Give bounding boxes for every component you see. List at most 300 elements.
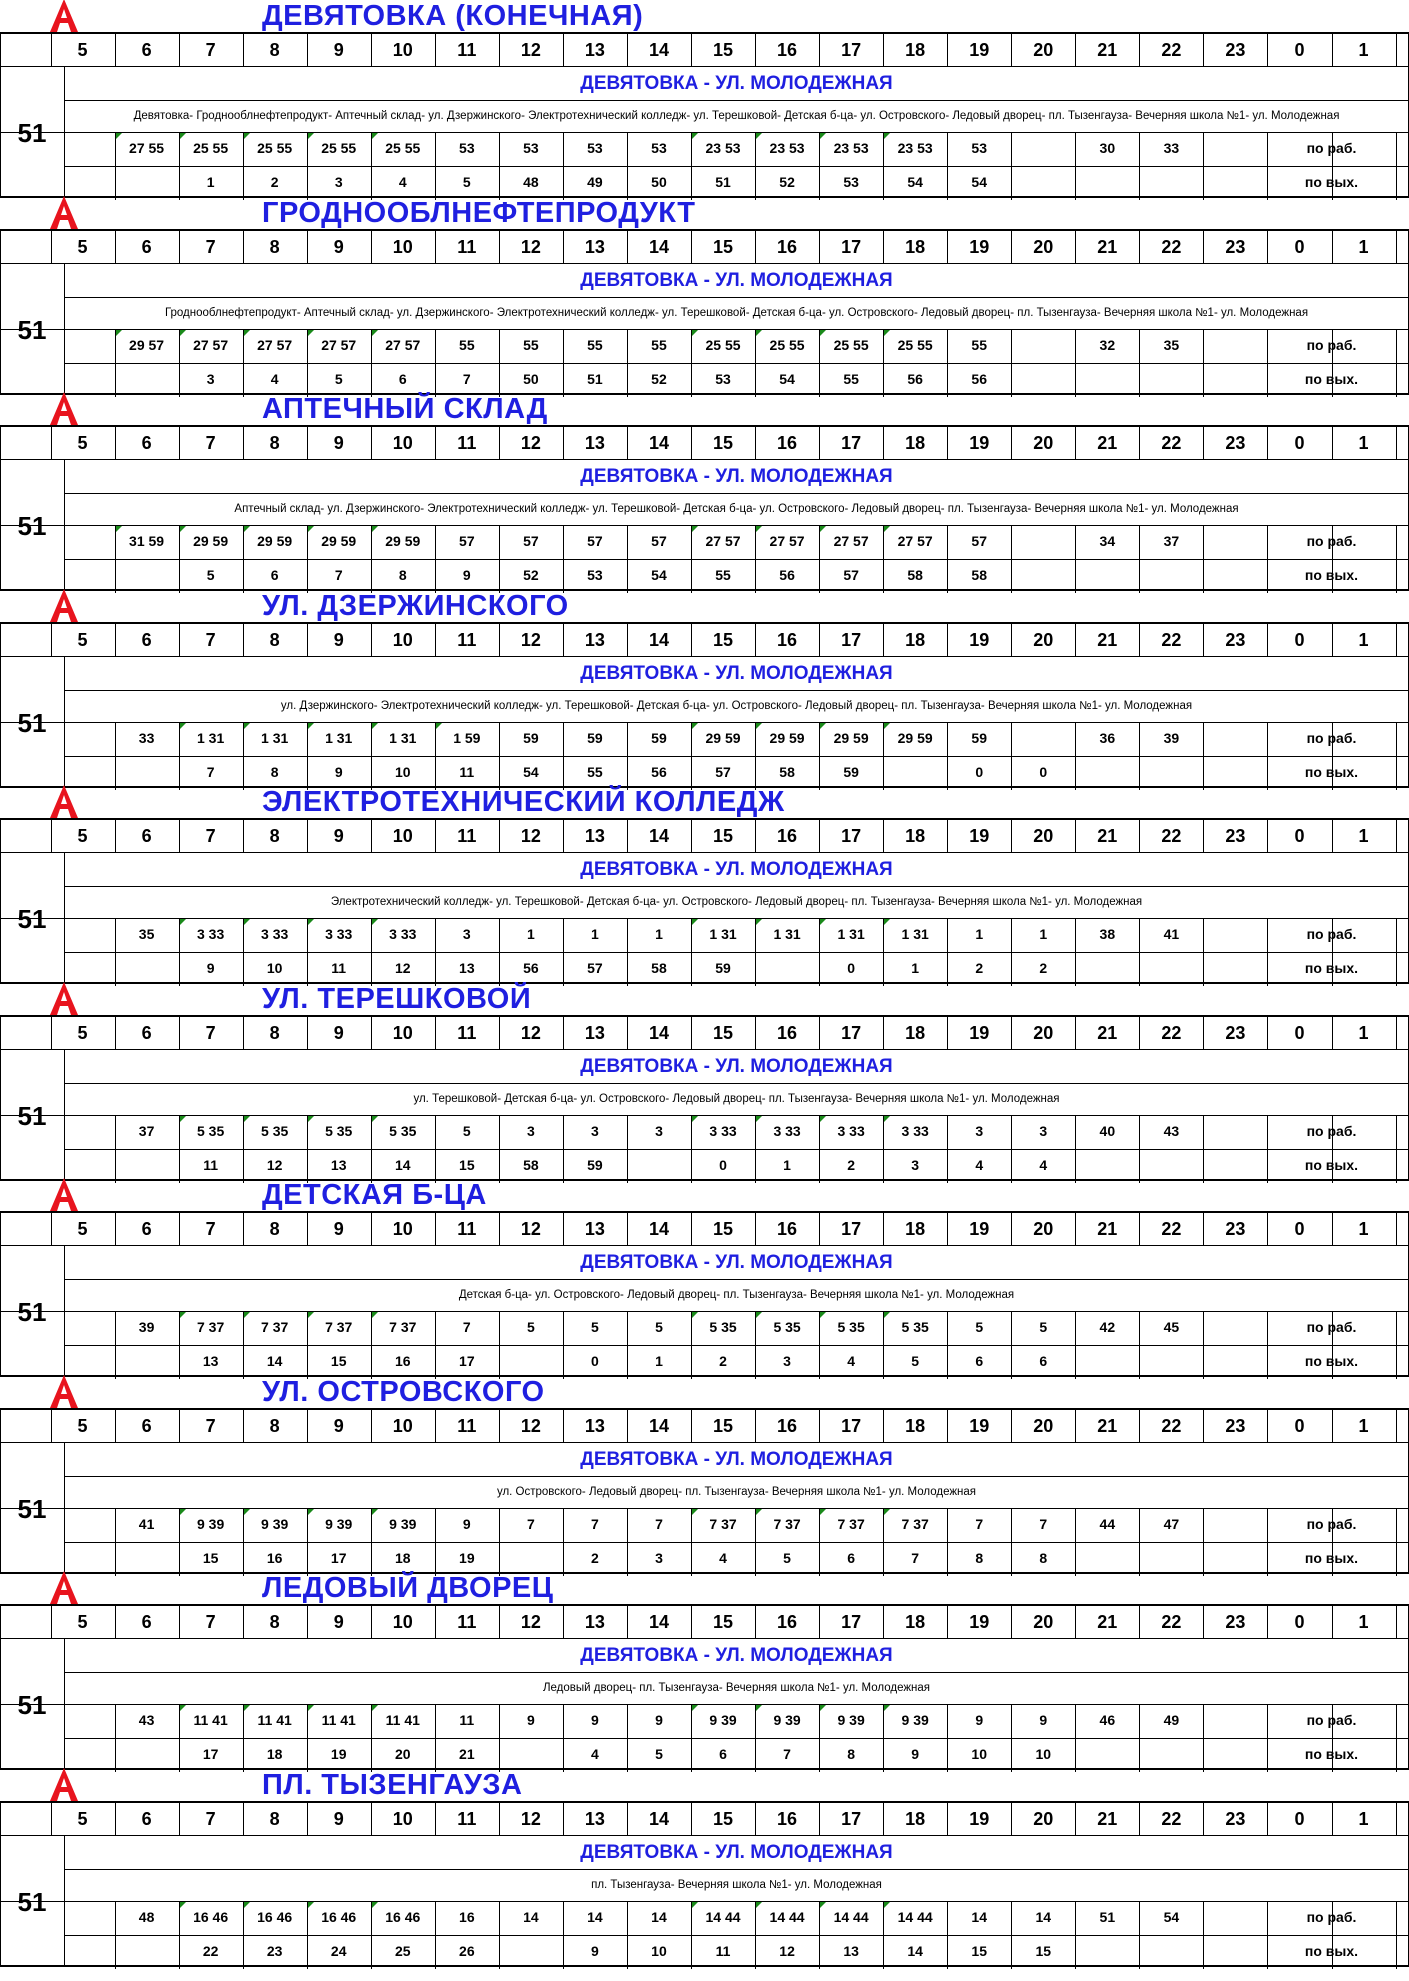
- grid-line: [0, 1442, 1409, 1443]
- hour-header: 14: [648, 236, 669, 257]
- weekend-time-cell: 54: [907, 174, 923, 190]
- weekday-time-cell: 11 41: [193, 1712, 228, 1728]
- hour-header: 21: [1097, 826, 1118, 846]
- weekday-time-cell: 25 55: [385, 140, 421, 156]
- weekday-time-cell: 7 37: [901, 1515, 929, 1532]
- weekend-time-cell: 59: [715, 960, 731, 976]
- weekday-time-cell: 27 55: [129, 140, 165, 156]
- weekend-time-cell: 8: [847, 1746, 856, 1762]
- weekday-time-cell: 57: [523, 533, 539, 549]
- weekday-time-cell: 14 44: [705, 1908, 741, 1925]
- hour-header: 16: [777, 1612, 798, 1632]
- grid-line: [0, 1245, 1409, 1246]
- weekday-time-cell: [49, 722, 117, 754]
- weekend-time-cell: 16: [394, 1353, 411, 1369]
- weekday-time-cell: 7: [526, 1515, 535, 1532]
- weekday-time-cell: [1009, 132, 1077, 164]
- weekend-time-cell: [1201, 1542, 1269, 1574]
- weekend-time-cell: 6: [270, 567, 279, 583]
- cell-marker-icon: [820, 133, 826, 139]
- hour-header: 20: [1033, 40, 1054, 60]
- weekend-time-cell: [1201, 1345, 1269, 1377]
- cell-marker-icon: [756, 133, 762, 139]
- cell-marker-icon: [436, 723, 442, 729]
- stop-header: [0, 393, 1409, 425]
- weekend-time-cell: 20: [394, 1746, 411, 1762]
- weekday-time-cell: 14: [523, 1908, 539, 1925]
- cell-marker-icon: [756, 1902, 762, 1908]
- hour-header: 5: [77, 826, 88, 846]
- hour-header: 12: [520, 40, 541, 60]
- weekend-time-cell: 8: [1039, 1549, 1048, 1566]
- weekend-time-cell: 10: [394, 763, 411, 780]
- weekday-time-cell: 25 55: [321, 140, 357, 156]
- weekend-time-cell: [1201, 756, 1269, 788]
- weekday-time-cell: 16 46: [257, 1908, 293, 1925]
- hour-header: 17: [841, 1612, 862, 1632]
- weekday-time-cell: 53: [971, 140, 987, 156]
- hour-header: 1: [1358, 236, 1369, 257]
- weekday-time-cell: 9 39: [196, 1515, 225, 1532]
- weekend-time-cell: 56: [907, 370, 923, 387]
- hour-header: 13: [584, 1219, 605, 1239]
- hour-header: 7: [205, 236, 216, 257]
- weekday-time-cell: 39: [138, 1319, 155, 1335]
- weekend-time-cell: [1073, 756, 1141, 788]
- route-stops-text: ул. Островского- Ледовый дворец- пл. Тызенгауза- Вечерняя школа №1- ул. Молодежная: [496, 1485, 977, 1498]
- weekday-label: по раб.: [1306, 926, 1357, 942]
- hour-header: 9: [333, 826, 344, 846]
- weekday-time-cell: 9 39: [837, 1712, 865, 1728]
- cell-marker-icon: [756, 1116, 762, 1122]
- hour-header: 8: [269, 826, 280, 846]
- cell-marker-icon: [884, 1312, 890, 1318]
- hour-header: 10: [392, 826, 413, 846]
- route-number: 51: [17, 707, 47, 738]
- hour-header: 17: [841, 1808, 862, 1829]
- hour-header: 16: [777, 40, 798, 60]
- cell-marker-icon: [180, 1509, 186, 1515]
- hour-header: 23: [1225, 1022, 1246, 1043]
- weekday-time-cell: 1 31: [837, 926, 865, 942]
- weekend-time-cell: 57: [587, 960, 603, 976]
- weekday-time-cell: 1: [1039, 926, 1048, 942]
- hour-header: 23: [1225, 1612, 1246, 1632]
- route-stops-text: Ледовый дворец- пл. Тызенгауза- Вечерняя школа №1- ул. Молодежная: [542, 1682, 931, 1694]
- weekend-time-cell: 4: [719, 1549, 727, 1566]
- weekend-time-cell: 18: [394, 1549, 411, 1566]
- hour-header: 1: [1358, 826, 1369, 846]
- weekday-time-cell: 3 33: [261, 926, 289, 942]
- hour-header: 5: [77, 1022, 88, 1043]
- hour-header: 15: [713, 433, 734, 453]
- stop-header: [0, 0, 1409, 32]
- weekday-time-cell: 25 55: [257, 140, 293, 156]
- hour-header: 1: [1358, 1022, 1369, 1043]
- schedule-grid: [0, 818, 1409, 984]
- weekday-time-cell: 7 37: [325, 1319, 353, 1335]
- weekend-time-cell: [1073, 363, 1141, 395]
- hour-header: 21: [1097, 1415, 1118, 1436]
- weekday-time-cell: 7 37: [837, 1515, 865, 1532]
- weekday-time-cell: 1 59: [453, 729, 481, 746]
- stop-header: [0, 590, 1409, 622]
- hour-header: 8: [269, 40, 280, 60]
- hour-header: 19: [969, 236, 990, 257]
- weekend-time-cell: 9: [206, 960, 215, 976]
- stop-title: ЭЛЕКТРОТЕХНИЧЕСКИЙ КОЛЛЕДЖ: [262, 786, 785, 818]
- stop-title: ДЕВЯТОВКА (КОНЕЧНАЯ): [262, 0, 644, 32]
- weekday-time-cell: [1201, 525, 1269, 557]
- hour-header: 14: [648, 629, 669, 650]
- weekday-time-cell: 14 44: [897, 1908, 933, 1925]
- grid-line: [0, 1049, 1409, 1050]
- cell-marker-icon: [180, 919, 186, 925]
- weekend-time-cell: 0: [847, 960, 856, 976]
- weekend-time-cell: 25: [394, 1942, 411, 1959]
- hour-header: 7: [205, 1612, 216, 1632]
- weekend-time-cell: 51: [715, 174, 731, 190]
- hour-header: 0: [1294, 826, 1305, 846]
- hour-header: 18: [905, 629, 926, 650]
- weekend-time-cell: [1201, 166, 1269, 198]
- weekday-time-cell: [49, 1311, 117, 1343]
- grid-line: [0, 263, 1409, 264]
- weekday-time-cell: [49, 1901, 117, 1933]
- cell-marker-icon: [884, 133, 890, 139]
- bus-stop-a-logo-icon: [47, 389, 81, 427]
- weekend-label: по вых.: [1304, 370, 1359, 387]
- weekend-time-cell: 7: [462, 370, 471, 387]
- grid-line: [1396, 1508, 1397, 1576]
- weekend-time-cell: 15: [1035, 1942, 1052, 1959]
- hour-header: 20: [1033, 1415, 1054, 1436]
- weekday-time-cell: 5 35: [325, 1122, 353, 1139]
- weekend-time-cell: 6: [975, 1353, 984, 1369]
- weekday-time-cell: 5 35: [261, 1122, 289, 1139]
- weekday-time-cell: 9: [526, 1712, 535, 1728]
- cell-marker-icon: [884, 1116, 890, 1122]
- weekday-time-cell: 9: [655, 1712, 663, 1728]
- weekday-label: по раб.: [1306, 1122, 1357, 1139]
- weekend-time-cell: 17: [330, 1549, 347, 1566]
- cell-marker-icon: [244, 133, 250, 139]
- hour-header: 6: [141, 1022, 152, 1043]
- weekday-time-cell: [49, 1704, 117, 1736]
- weekend-time-cell: 13: [330, 1156, 347, 1173]
- hour-header: 17: [841, 236, 862, 257]
- stop-title: ГРОДНООБЛНЕФТЕПРОДУКТ: [262, 196, 696, 229]
- cell-marker-icon: [180, 330, 186, 336]
- weekend-time-cell: 18: [266, 1746, 283, 1762]
- hour-header: 12: [520, 629, 541, 650]
- cell-marker-icon: [692, 723, 698, 729]
- hour-header: 0: [1294, 236, 1305, 257]
- weekend-time-cell: 6: [719, 1746, 727, 1762]
- hour-header: 5: [77, 629, 88, 650]
- hour-header: 1: [1358, 1808, 1369, 1829]
- weekday-time-cell: 11: [459, 1712, 475, 1728]
- hour-header: 23: [1225, 1219, 1246, 1239]
- hour-header: 6: [141, 1219, 152, 1239]
- weekend-time-cell: 56: [523, 960, 539, 976]
- hour-header: 23: [1225, 826, 1246, 846]
- hour-header: 18: [905, 433, 926, 453]
- weekday-time-cell: 36: [1099, 729, 1116, 746]
- weekend-time-cell: 1: [655, 1353, 663, 1369]
- weekday-time-cell: 5: [591, 1319, 599, 1335]
- weekend-time-cell: 5: [655, 1746, 663, 1762]
- hour-header: 10: [392, 1219, 413, 1239]
- weekday-time-cell: 55: [651, 336, 667, 353]
- weekend-time-cell: 10: [971, 1746, 987, 1762]
- weekday-time-cell: 1 31: [196, 729, 225, 746]
- cell-marker-icon: [756, 526, 762, 532]
- hour-header: 9: [333, 1612, 344, 1632]
- weekday-time-cell: 3 33: [837, 1122, 865, 1139]
- weekday-time-cell: [49, 918, 117, 950]
- weekend-time-cell: [497, 1542, 565, 1574]
- weekend-time-cell: 10: [651, 1942, 667, 1959]
- cell-marker-icon: [692, 1509, 698, 1515]
- weekend-time-cell: 8: [270, 763, 279, 780]
- weekend-time-cell: [1073, 1345, 1141, 1377]
- bus-stop-a-logo-icon: [47, 1372, 81, 1410]
- cell-marker-icon: [692, 1116, 698, 1122]
- weekend-time-cell: 58: [779, 763, 795, 780]
- weekday-time-cell: 5 35: [196, 1122, 225, 1139]
- weekend-time-cell: 0: [975, 763, 984, 780]
- weekday-time-cell: 5: [1039, 1319, 1048, 1335]
- cell-marker-icon: [372, 1312, 378, 1318]
- weekend-time-cell: [113, 166, 181, 198]
- weekend-time-cell: [497, 1345, 565, 1377]
- cell-marker-icon: [180, 526, 186, 532]
- hour-header: 5: [77, 40, 88, 60]
- weekday-time-cell: 7 37: [709, 1515, 737, 1532]
- hour-header: 0: [1294, 1612, 1305, 1632]
- weekday-time-cell: 16 46: [385, 1908, 421, 1925]
- weekday-time-cell: 16 46: [321, 1908, 357, 1925]
- hour-header: 18: [905, 826, 926, 846]
- weekend-time-cell: 1: [206, 174, 215, 190]
- weekend-time-cell: 55: [587, 763, 603, 780]
- schedule-grid: [0, 229, 1409, 395]
- weekend-time-cell: 11: [331, 960, 347, 976]
- hour-header: 17: [841, 1415, 862, 1436]
- grid-line: [1396, 722, 1397, 790]
- hour-header: 10: [392, 1415, 413, 1436]
- weekday-time-cell: 53: [651, 140, 667, 156]
- stop-title: ЛЕДОВЫЙ ДВОРЕЦ: [262, 1572, 554, 1604]
- weekday-time-cell: 59: [587, 729, 603, 746]
- weekend-time-cell: 4: [1039, 1156, 1048, 1173]
- weekday-time-cell: 5: [462, 1122, 471, 1139]
- weekday-time-cell: 1: [655, 926, 663, 942]
- weekend-time-cell: 2: [719, 1353, 727, 1369]
- hour-header: 7: [205, 40, 216, 60]
- weekend-time-cell: 4: [975, 1156, 984, 1173]
- hour-header: 13: [584, 433, 605, 453]
- hour-header: 21: [1097, 629, 1118, 650]
- weekday-time-cell: 29 59: [385, 533, 421, 549]
- hour-header: 14: [648, 1808, 669, 1829]
- weekend-time-cell: [113, 559, 181, 591]
- weekday-time-cell: 42: [1099, 1319, 1116, 1335]
- hour-header: 12: [520, 236, 541, 257]
- weekday-time-cell: 14 44: [833, 1908, 869, 1925]
- hour-header: 7: [205, 826, 216, 846]
- route-number: 51: [17, 511, 47, 541]
- stop-title: ДЕТСКАЯ Б-ЦА: [262, 1179, 487, 1211]
- hour-header: 9: [333, 1219, 344, 1239]
- weekday-time-cell: 1 31: [773, 926, 801, 942]
- grid-line: [1396, 132, 1397, 200]
- bus-stop-a-logo-icon: [47, 586, 81, 624]
- weekend-time-cell: [1073, 166, 1141, 198]
- hour-header: 16: [777, 1219, 798, 1239]
- cell-marker-icon: [116, 133, 122, 139]
- weekday-time-cell: 29 59: [705, 729, 741, 746]
- bus-stop-a-logo-icon: [47, 1175, 81, 1213]
- hour-header: 17: [841, 40, 862, 60]
- cell-marker-icon: [820, 919, 826, 925]
- route-stops-list: [64, 1869, 1409, 1901]
- weekend-time-cell: [1201, 1738, 1269, 1770]
- cell-marker-icon: [180, 1116, 186, 1122]
- grid-line: [1396, 1017, 1397, 1049]
- weekday-label: по раб.: [1306, 336, 1357, 353]
- hour-header: 20: [1033, 1022, 1054, 1043]
- weekend-time-cell: [881, 756, 949, 788]
- cell-marker-icon: [244, 919, 250, 925]
- hour-header: 5: [77, 1612, 88, 1632]
- weekday-time-cell: 1 31: [261, 729, 289, 746]
- weekday-time-cell: 9 39: [709, 1712, 737, 1728]
- cell-marker-icon: [756, 1705, 762, 1711]
- hour-header: 10: [392, 236, 413, 257]
- hour-header: 8: [269, 236, 280, 257]
- hour-header: 21: [1097, 1219, 1118, 1239]
- hour-header: 17: [841, 826, 862, 846]
- hour-header: 23: [1225, 236, 1246, 257]
- route-direction: ДЕВЯТОВКА - УЛ. МОЛОДЕЖНАЯ: [580, 859, 893, 880]
- hour-header: 7: [205, 433, 216, 453]
- hour-header: 11: [457, 1612, 477, 1632]
- weekday-time-cell: [49, 132, 117, 164]
- hour-header: 14: [648, 826, 669, 846]
- weekday-time-cell: 7 37: [261, 1319, 289, 1335]
- hour-header: 21: [1097, 433, 1118, 453]
- hour-header: 20: [1033, 236, 1054, 257]
- hour-header: 17: [841, 1219, 862, 1239]
- grid-line: [1396, 34, 1397, 66]
- weekend-time-cell: 49: [587, 174, 603, 190]
- weekend-time-cell: 54: [779, 370, 795, 387]
- weekday-time-cell: 57: [651, 533, 667, 549]
- weekend-time-cell: [113, 1345, 181, 1377]
- weekday-time-cell: 3: [591, 1122, 599, 1139]
- hour-header: 13: [584, 629, 605, 650]
- weekday-time-cell: 9 39: [261, 1515, 289, 1532]
- weekday-label: по раб.: [1306, 1515, 1357, 1532]
- weekday-time-cell: 55: [971, 336, 987, 353]
- weekend-time-cell: 13: [459, 960, 475, 976]
- route-direction: ДЕВЯТОВКА - УЛ. МОЛОДЕЖНАЯ: [580, 1252, 893, 1273]
- hour-header: 7: [205, 1808, 216, 1829]
- hour-header: 18: [905, 1022, 926, 1043]
- weekend-time-cell: 3: [911, 1156, 920, 1173]
- cell-marker-icon: [180, 1902, 186, 1908]
- bus-stop-a-logo-icon: [47, 782, 81, 820]
- weekday-time-cell: [49, 1508, 117, 1540]
- grid-line: [1396, 1901, 1397, 1969]
- hour-header: 19: [969, 1808, 990, 1829]
- weekend-time-cell: 17: [202, 1746, 219, 1762]
- weekend-time-cell: [1073, 559, 1141, 591]
- weekday-time-cell: 46: [1099, 1712, 1116, 1728]
- cell-marker-icon: [692, 133, 698, 139]
- grid-line: [0, 459, 1409, 460]
- cell-marker-icon: [692, 1705, 698, 1711]
- hour-header: 19: [969, 826, 990, 846]
- cell-marker-icon: [756, 1509, 762, 1515]
- weekday-time-cell: 14 44: [769, 1908, 805, 1925]
- weekday-time-cell: 9 39: [389, 1515, 417, 1532]
- weekday-time-cell: 48: [138, 1908, 155, 1925]
- cell-marker-icon: [820, 723, 826, 729]
- weekend-time-cell: 3: [783, 1353, 791, 1369]
- weekday-time-cell: 27 57: [385, 336, 421, 353]
- weekday-time-cell: 7: [655, 1515, 663, 1532]
- weekend-time-cell: 55: [715, 567, 731, 583]
- hour-header: 23: [1225, 629, 1246, 650]
- weekday-time-cell: 1: [591, 926, 599, 942]
- route-direction: ДЕВЯТОВКА - УЛ. МОЛОДЕЖНАЯ: [580, 269, 893, 291]
- weekend-time-cell: 0: [1039, 763, 1048, 780]
- weekend-time-cell: 7: [911, 1549, 920, 1566]
- cell-marker-icon: [692, 330, 698, 336]
- hour-header: 6: [141, 1808, 152, 1829]
- weekend-time-cell: [1073, 1738, 1141, 1770]
- route-stops-text: Аптечный склад- ул. Дзержинского- Электротехнический колледж- ул. Терешковой- Детская б-ца- ул. Островского- Ледовый дворец- пл. Тызенгауза- Вечерняя школа №1- ул. Молодежная: [234, 503, 1239, 515]
- cell-marker-icon: [372, 723, 378, 729]
- weekend-time-cell: [1137, 756, 1205, 788]
- weekday-time-cell: [1009, 722, 1077, 754]
- weekday-time-cell: 27 57: [833, 533, 869, 549]
- weekday-time-cell: 29 57: [129, 336, 165, 353]
- hour-header: 14: [648, 1219, 669, 1239]
- weekend-time-cell: 19: [330, 1746, 347, 1762]
- route-stops-text: Гроднооблнефтепродукт- Аптечный склад- ул. Дзержинского- Электротехнический колледж- ул. Терешковой- Детская б-ца- ул. Островского- Ледовый дворец- пл. Тызенгауза- Вечерняя школа №1- ул. Молодежная: [164, 306, 1309, 319]
- weekday-time-cell: 27 57: [257, 336, 293, 353]
- weekend-time-cell: 26: [459, 1942, 475, 1959]
- hour-header: 22: [1161, 1612, 1182, 1632]
- weekend-time-cell: 9: [911, 1746, 920, 1762]
- weekday-time-cell: [1201, 329, 1269, 361]
- hour-header: 6: [141, 40, 152, 60]
- weekday-time-cell: 5 35: [389, 1122, 417, 1139]
- hour-header: 22: [1161, 236, 1182, 257]
- hour-header: 8: [269, 1022, 280, 1043]
- weekend-time-cell: 58: [651, 960, 667, 976]
- weekend-time-cell: [1073, 1542, 1141, 1574]
- hour-header: 0: [1294, 1219, 1305, 1239]
- schedule-grid: [0, 622, 1409, 788]
- weekend-time-cell: [113, 363, 181, 395]
- weekend-time-cell: [497, 1738, 565, 1770]
- hour-header: 8: [269, 433, 280, 453]
